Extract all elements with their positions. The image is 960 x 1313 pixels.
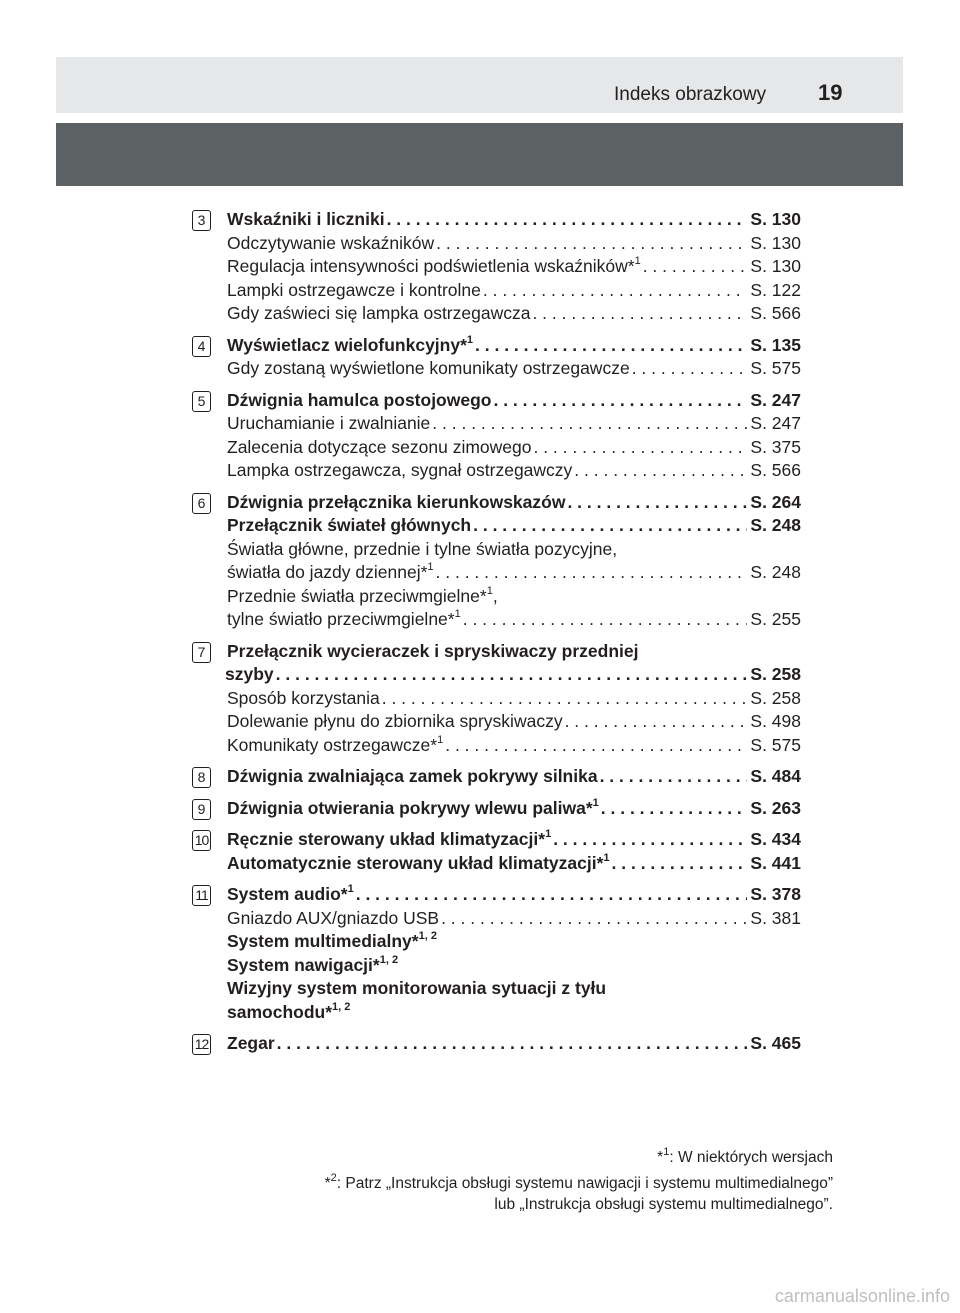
dot-leader	[475, 334, 747, 358]
item-number-badge: 11	[192, 885, 211, 906]
entry-title-text: Dźwignia otwierania pokrywy wlewu paliwa*	[227, 797, 593, 818]
entry-title	[227, 954, 398, 978]
page-reference: S. 465	[750, 1033, 801, 1053]
entry-title	[227, 765, 598, 789]
entry-title	[227, 828, 551, 852]
index-entry	[192, 663, 801, 687]
index-section	[192, 640, 801, 758]
footnote-ref: 1	[347, 883, 354, 895]
footnote-ref: 1	[486, 584, 493, 597]
entry-title-text: Dźwignia przełącznika kierunkowskazów	[227, 491, 566, 512]
entry-title-text: Automatycznie sterowany układ klimatyzacji*	[227, 852, 604, 873]
dot-leader	[463, 608, 748, 632]
index-entry	[192, 232, 801, 256]
footnote-ref: 1	[545, 828, 552, 840]
entry-title	[227, 977, 606, 1001]
index-entry	[192, 977, 801, 1001]
dot-leader	[277, 1032, 748, 1056]
index-entry	[192, 561, 801, 585]
index-section	[192, 1032, 801, 1056]
dot-leader	[567, 491, 747, 515]
entry-title-text: System nawigacji*	[227, 954, 380, 975]
index-section	[192, 828, 801, 875]
dot-leader	[382, 687, 748, 711]
section-banner	[56, 123, 903, 186]
item-number-badge: 12	[192, 1034, 211, 1055]
picture-index-list	[192, 208, 801, 1064]
dot-leader	[632, 357, 748, 381]
index-entry	[192, 640, 801, 664]
index-entry	[192, 797, 801, 821]
page-reference: S. 566	[750, 303, 801, 323]
entry-title-tail: ,	[492, 585, 498, 606]
footnote-ref: 1	[634, 255, 641, 267]
item-number-badge: 7	[192, 642, 211, 663]
page-reference: S. 263	[750, 797, 801, 818]
page-reference: S. 575	[750, 734, 801, 755]
page-reference: S. 381	[750, 907, 801, 928]
index-entry	[192, 608, 801, 632]
entry-title-text: Regulacja intensywności podświetlenia wskaźników*	[227, 256, 635, 276]
entry-title-text: Przednie światła przeciwmgielne*	[227, 585, 487, 606]
dot-leader	[483, 279, 748, 303]
header-band	[56, 57, 903, 113]
footnote-1-sup: 1	[663, 1146, 670, 1158]
entry-title-text: światła do jazdy dziennej*	[227, 562, 428, 582]
index-entry	[192, 765, 801, 789]
page-reference: S. 575	[750, 358, 801, 378]
index-section	[192, 797, 801, 821]
dot-leader	[565, 710, 748, 734]
index-entry	[192, 1032, 801, 1056]
entry-title	[227, 334, 473, 358]
entry-title-text: Wizyjny system monitorowania sytuacji z tyłu	[227, 978, 607, 998]
entry-title	[227, 930, 437, 954]
entry-title	[227, 1001, 350, 1025]
entry-title	[227, 436, 531, 460]
entry-title	[227, 585, 498, 609]
dot-leader	[276, 663, 748, 687]
footnote-1-text: : W niektórych wersjach	[669, 1149, 833, 1166]
index-entry	[192, 491, 801, 515]
page-reference: S. 441	[750, 852, 801, 873]
footnote-2-text: : Patrz „Instrukcja obsługi systemu nawigacji i systemu multimedialnego”	[336, 1175, 833, 1192]
entry-title-text: Dźwignia hamulca postojowego	[227, 389, 492, 410]
index-section	[192, 389, 801, 483]
dot-leader	[445, 734, 747, 758]
page-reference: S. 258	[750, 687, 801, 708]
footnote-2-mark: *	[324, 1175, 331, 1192]
footnote-ref: 1	[437, 733, 444, 746]
entry-title-text: Odczytywanie wskaźników	[227, 232, 435, 253]
entry-title-text: Sposób korzystania	[227, 687, 380, 708]
entry-title-text: Lampki ostrzegawcze i kontrolne	[227, 279, 481, 300]
dot-leader	[574, 459, 747, 483]
footnote-ref: 1	[466, 333, 474, 346]
footnote-ref: 1, 2	[332, 1000, 351, 1013]
index-section	[192, 208, 801, 326]
footnote-ref: 1	[427, 561, 434, 573]
entry-title-text: Zegar	[227, 1033, 275, 1053]
index-entry	[192, 389, 801, 413]
index-section	[192, 334, 801, 381]
entry-title	[227, 907, 439, 931]
entry-title-text: Dolewanie płynu do zbiornika spryskiwaczy	[227, 711, 563, 731]
footnote-ref: 1	[592, 796, 599, 809]
entry-title-text: Wskaźniki i liczniki	[227, 209, 385, 229]
entry-title	[227, 852, 610, 876]
entry-title	[227, 357, 630, 381]
entry-title	[227, 687, 380, 711]
page-reference: S. 247	[750, 389, 801, 410]
entry-title	[227, 538, 617, 562]
page-reference: S. 130	[750, 209, 801, 229]
entry-title-text: System multimedialny*	[227, 931, 419, 951]
dot-leader	[553, 828, 747, 852]
footnote-2	[325, 1168, 833, 1194]
entry-title-text: Gniazdo AUX/gniazdo USB	[227, 907, 440, 928]
entry-title-text: Gdy zaświeci się lampka ostrzegawcza	[227, 303, 531, 323]
dot-leader	[356, 883, 748, 907]
entry-title	[227, 232, 434, 256]
page-reference: S. 135	[750, 334, 801, 355]
index-entry	[192, 710, 801, 734]
page-reference: S. 255	[750, 609, 801, 629]
page-reference: S. 122	[750, 279, 801, 300]
index-entry	[192, 279, 801, 303]
entry-title-text: System audio*	[227, 884, 348, 904]
index-entry	[192, 585, 801, 609]
dot-leader	[387, 208, 748, 232]
dot-leader	[643, 255, 748, 279]
entry-title-text: Przełącznik wycieraczek i spryskiwaczy przedniej	[227, 640, 639, 661]
index-entry	[192, 538, 801, 562]
entry-title	[227, 640, 638, 664]
index-entry	[192, 459, 801, 483]
footnote-2-continued: lub „Instrukcja obsługi systemu multimedialnego”.	[494, 1196, 833, 1213]
dot-leader	[533, 436, 747, 460]
index-entry	[192, 734, 801, 758]
entry-title	[227, 459, 572, 483]
entry-title-text: Przełącznik świateł głównych	[227, 515, 472, 535]
entry-title-text: Komunikaty ostrzegawcze*	[227, 734, 438, 755]
entry-title	[227, 883, 354, 907]
entry-title	[227, 412, 430, 436]
index-entry	[192, 687, 801, 711]
index-entry	[192, 1001, 801, 1025]
entry-title	[227, 491, 565, 515]
entry-title	[227, 561, 434, 585]
index-entry	[192, 412, 801, 436]
page-reference: S. 130	[750, 256, 801, 276]
item-number-badge: 10	[192, 830, 211, 851]
index-entry	[192, 930, 801, 954]
page-reference: S. 264	[750, 491, 801, 512]
index-section	[192, 765, 801, 789]
footnote-ref: 1	[454, 608, 461, 620]
page-reference: S. 566	[750, 460, 801, 480]
index-section	[192, 883, 801, 1024]
index-section	[192, 491, 801, 632]
item-number-badge: 9	[192, 799, 211, 820]
dot-leader	[601, 797, 748, 821]
page-reference: S. 130	[750, 232, 801, 253]
index-entry	[192, 208, 801, 232]
dot-leader	[436, 561, 748, 585]
item-number-badge: 6	[192, 493, 211, 514]
entry-title	[227, 208, 385, 232]
item-number-badge: 5	[192, 391, 211, 412]
entry-title	[225, 663, 274, 687]
footnotes	[325, 1142, 833, 1215]
dot-leader	[436, 232, 747, 256]
entry-title-text: samochodu*	[227, 1001, 333, 1022]
entry-title	[227, 797, 599, 821]
watermark: carmanualsonline.info	[774, 1286, 950, 1306]
footnote-ref: 1	[603, 851, 610, 864]
entry-title-text: Gdy zostaną wyświetlone komunikaty ostrzegawcze	[227, 358, 630, 378]
dot-leader	[532, 302, 747, 326]
entry-title-text: Ręcznie sterowany układ klimatyzacji*	[227, 829, 546, 849]
dot-leader	[432, 412, 747, 436]
footnote-2-sup: 2	[330, 1172, 337, 1184]
index-entry	[192, 883, 801, 907]
page-reference: S. 375	[750, 436, 801, 457]
entry-title	[227, 710, 563, 734]
page-reference: S. 247	[750, 413, 801, 433]
footnote-1	[325, 1142, 833, 1168]
page-reference: S. 498	[750, 711, 801, 731]
footnote-ref: 1, 2	[379, 953, 399, 966]
entry-title-text: Wyświetlacz wielofunkcyjny*	[227, 334, 467, 355]
page-reference: S. 378	[750, 884, 801, 904]
index-entry	[192, 954, 801, 978]
entry-title-text: Lampka ostrzegawcza, sygnał ostrzegawczy	[227, 460, 573, 480]
entry-title	[227, 302, 530, 326]
header-title: Indeks obrazkowy	[614, 84, 767, 105]
footnote-1-mark: *	[657, 1149, 664, 1166]
entry-title-text: tylne światło przeciwmgielne*	[227, 609, 455, 629]
page-number: 19	[818, 80, 843, 105]
dot-leader	[441, 907, 747, 931]
index-entry	[192, 436, 801, 460]
index-entry	[192, 907, 801, 931]
index-entry	[192, 514, 801, 538]
entry-title-text: szyby	[225, 664, 274, 684]
dot-leader	[612, 852, 748, 876]
dot-leader	[600, 765, 748, 789]
entry-title-text: Zalecenia dotyczące sezonu zimowego	[227, 436, 532, 457]
page-reference: S. 248	[750, 515, 801, 535]
dot-leader	[473, 514, 747, 538]
footnote-ref: 1, 2	[418, 930, 437, 942]
item-number-badge: 8	[192, 767, 211, 788]
entry-title-text: Dźwignia zwalniająca zamek pokrywy silnika	[227, 766, 598, 786]
page-reference: S. 484	[750, 766, 801, 786]
entry-title	[227, 734, 443, 758]
entry-title	[227, 1032, 275, 1056]
page-reference: S. 434	[750, 829, 801, 849]
entry-title-text: Światła główne, przednie i tylne światła pozycyjne,	[227, 538, 618, 559]
index-entry	[192, 828, 801, 852]
index-entry	[192, 334, 801, 358]
item-number-badge: 3	[192, 210, 211, 231]
entry-title	[227, 514, 471, 538]
entry-title	[227, 389, 491, 413]
index-entry	[192, 255, 801, 279]
item-number-badge: 4	[192, 336, 211, 357]
entry-title-text: Uruchamianie i zwalnianie	[227, 413, 431, 433]
entry-title	[227, 279, 481, 303]
index-entry	[192, 302, 801, 326]
entry-title	[227, 608, 461, 632]
index-entry	[192, 852, 801, 876]
index-entry	[192, 357, 801, 381]
page-reference: S. 248	[750, 562, 801, 582]
dot-leader	[493, 389, 747, 413]
entry-title	[227, 255, 641, 279]
page-reference: S. 258	[750, 664, 801, 684]
